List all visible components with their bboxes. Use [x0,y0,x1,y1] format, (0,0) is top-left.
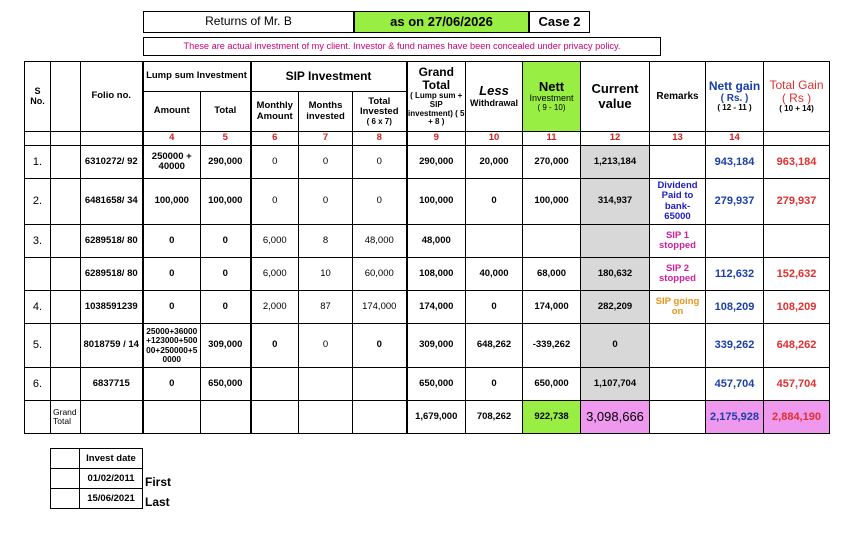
total-invested: 60,000 [353,258,407,291]
col-num: 12 [581,132,650,146]
total-invested-label: Total Invested [359,95,399,118]
monthly: 6,000 [251,258,299,291]
nett-gain-formula: ( 12 - 11 ) [717,103,752,113]
total-gain: 108,209 [764,291,830,324]
remarks: SIP going on [650,291,706,324]
months: 8 [299,225,353,258]
grand-total: 650,000 [407,368,466,401]
total-gain: 648,262 [764,324,830,368]
folio: 6289518/ 80 [81,225,143,258]
col-months: Months invested [299,92,353,132]
current-value: 1,213,184 [581,146,650,179]
invest-date-header: Invest date [80,449,143,469]
total-gain: 963,184 [764,146,830,179]
total-nett: 922,738 [523,401,581,434]
table-row [25,368,830,401]
col-monthly: Monthly Amount [251,92,299,132]
lumpsum-total: 309,000 [201,324,251,368]
lumpsum-total: 100,000 [201,179,251,225]
report-title: Returns of Mr. B [143,11,354,33]
last-date: 15/06/2021 [80,489,143,509]
months: 87 [299,291,353,324]
table-row [25,225,830,258]
last-label: Last [145,495,170,509]
total-invested [353,368,407,401]
remarks: SIP 2 stopped [650,258,706,291]
total-total-gain: 2,884,190 [764,401,830,434]
total-invested: 0 [353,146,407,179]
total-gain: 152,632 [764,258,830,291]
total-withdrawal: 708,262 [466,401,523,434]
amount: 250000 + 40000 [143,146,201,179]
amount: 25000+36000 +123000+500 00+250000+5 0000 [143,324,201,368]
total-gain: 457,704 [764,368,830,401]
nett-investment: -339,262 [523,324,581,368]
sno: 1. [25,146,51,179]
amount: 0 [143,291,201,324]
nett-gain: 108,209 [706,291,764,324]
col-current-value: Current value [581,62,650,132]
months: 10 [299,258,353,291]
col-num: 6 [251,132,299,146]
remarks [650,324,706,368]
withdrawal-label: Withdrawal [470,97,518,108]
nett-gain [706,225,764,258]
remarks: SIP 1 stopped [650,225,706,258]
total-gain-formula: ( 10 + 14) [779,104,814,114]
nett-gain: 943,184 [706,146,764,179]
months: 0 [299,324,353,368]
folio: 1038591239 [81,291,143,324]
total-gain-label: Total Gain [769,77,824,92]
withdrawal: 20,000 [466,146,523,179]
months [299,368,353,401]
nett-label: Nett [538,79,565,94]
table-row [25,324,830,368]
folio: 6481658/ 34 [81,179,143,225]
sno: 5. [25,324,51,368]
total-invested-formula: ( 6 x 7) [366,116,392,126]
col-sip-group: SIP Investment [251,62,407,92]
total-invested: 174,000 [353,291,407,324]
folio: 6310272/ 92 [81,146,143,179]
grand-total: 290,000 [407,146,466,179]
col-amount: Amount [143,92,201,132]
col-folio: Folio no. [81,62,143,132]
monthly: 2,000 [251,291,299,324]
nett-investment [523,225,581,258]
sno: 4. [25,291,51,324]
table-row [25,291,830,324]
total-invested: 0 [353,179,407,225]
case-label: Case 2 [529,11,590,33]
col-lumpsum-group: Lump sum Investment [143,62,251,92]
col-withdrawal [466,62,523,132]
folio: 6837715 [81,368,143,401]
col-num: 13 [650,132,706,146]
table-row [25,258,830,291]
monthly: 0 [251,146,299,179]
grand-total-heading: Grand Total [418,64,454,92]
col-num: 5 [201,132,251,146]
withdrawal: 0 [466,291,523,324]
total-gain [764,225,830,258]
withdrawal: 648,262 [466,324,523,368]
withdrawal: 0 [466,179,523,225]
monthly: 0 [251,179,299,225]
col-num: 7 [299,132,353,146]
current-value: 314,937 [581,179,650,225]
grand-total-label: Grand Total [51,401,81,434]
total-invested: 48,000 [353,225,407,258]
nett-gain: 112,632 [706,258,764,291]
total-invested: 0 [353,324,407,368]
total-current: 3,098,666 [581,401,650,434]
col-num: 8 [353,132,407,146]
col-grand-total [407,62,466,132]
nett-investment: 68,000 [523,258,581,291]
withdrawal: 0 [466,368,523,401]
nett-investment: 100,000 [523,179,581,225]
nett-gain: 279,937 [706,179,764,225]
grand-total: 174,000 [407,291,466,324]
total-nett-gain: 2,175,928 [706,401,764,434]
grand-total: 309,000 [407,324,466,368]
sno: 2. [25,179,51,225]
nett-gain-label: Nett gain [708,79,761,93]
lumpsum-total: 290,000 [201,146,251,179]
sno: 6. [25,368,51,401]
current-value [581,225,650,258]
table-row [25,179,830,225]
monthly: 0 [251,324,299,368]
folio: 8018759 / 14 [81,324,143,368]
grand-total: 100,000 [407,179,466,225]
lumpsum-total: 650,000 [201,368,251,401]
privacy-note: These are actual investment of my client. Investor & fund names have been concealed under privacy policy. [143,37,661,56]
current-value: 0 [581,324,650,368]
col-num: 9 [407,132,466,146]
table-row [25,146,830,179]
remarks [650,146,706,179]
remarks [650,368,706,401]
total-grand: 1,679,000 [407,401,466,434]
col-total-gain [764,62,830,132]
first-label: First [145,475,172,489]
nett-gain: 457,704 [706,368,764,401]
nett-formula: ( 9 - 10) [537,103,566,113]
withdrawal: 40,000 [466,258,523,291]
col-remarks: Remarks [650,62,706,132]
col-lumpsum-total: Total [201,92,251,132]
withdrawal [466,225,523,258]
months: 0 [299,179,353,225]
col-num: 10 [466,132,523,146]
first-date: 01/02/2011 [80,469,143,489]
sno: 3. [25,225,51,258]
folio: 6289518/ 80 [81,258,143,291]
col-total-invested [353,92,407,132]
grand-total: 48,000 [407,225,466,258]
total-gain-unit: ( Rs ) [781,91,812,106]
nett-investment: 270,000 [523,146,581,179]
col-nett [523,62,581,132]
monthly: 6,000 [251,225,299,258]
totals-row [25,401,830,434]
col-sno: S No. [25,62,51,132]
col-blank [51,62,81,132]
lumpsum-total: 0 [201,225,251,258]
amount: 0 [143,225,201,258]
lumpsum-total: 0 [201,258,251,291]
months: 0 [299,146,353,179]
grand-total: 108,000 [407,258,466,291]
nett-investment-label: Investment [529,93,574,104]
current-value: 180,632 [581,258,650,291]
returns-table [24,61,830,434]
col-num: 11 [523,132,581,146]
col-nett-gain [706,62,764,132]
amount: 100,000 [143,179,201,225]
as-on-date: as on 27/06/2026 [354,11,529,33]
current-value: 1,107,704 [581,368,650,401]
current-value: 282,209 [581,291,650,324]
amount: 0 [143,258,201,291]
total-gain: 279,937 [764,179,830,225]
less-label: Less [479,83,509,99]
sno [25,258,51,291]
nett-investment: 174,000 [523,291,581,324]
grand-total-sub: ( Lump sum + SIP investment) ( 5 + 8 ) [408,91,465,127]
nett-investment: 650,000 [523,368,581,401]
nett-gain: 339,262 [706,324,764,368]
invest-date-table [50,448,143,509]
lumpsum-total: 0 [201,291,251,324]
amount: 0 [143,368,201,401]
monthly [251,368,299,401]
nett-gain-unit: ( Rs. ) [720,93,749,105]
col-num: 14 [706,132,764,146]
remarks: Dividend Paid to bank-65000 [650,179,706,225]
col-num: 4 [143,132,201,146]
